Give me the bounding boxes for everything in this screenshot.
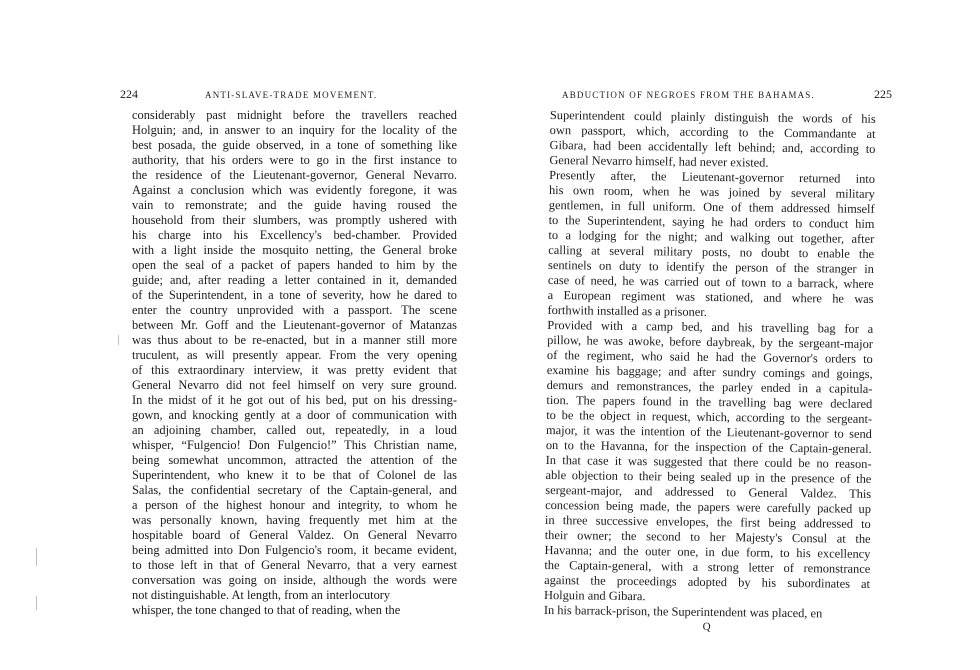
margin-mark [36,548,37,566]
text-line: a European regiment was stationed, and where he was [547,287,874,306]
text-line: to the Superintendent, saying he had orders to conduct him [548,212,875,231]
text-line: demurs and remonstrances, the parley ended in a capitula- [546,377,873,396]
right-running-head: ABDUCTION OF NEGROES FROM THE BAHAMAS. [562,90,815,100]
text-line: was thus about to be re-enacted, but in a manner still more [132,333,457,347]
text-line: Superintendent, who knew it to be that of Colonel de las [132,468,457,482]
margin-mark [118,335,119,345]
text-line: concession being made, the papers were carefully packed up [545,497,872,516]
text-line: household from their slumbers, was promptly ushered with [132,213,457,227]
left-page-number: 224 [120,87,138,101]
text-line: In that case it was suggested that there could be no reason- [545,452,872,471]
text-line: the residence of the Lieutenant-governor, General Nevarro. [132,168,457,182]
text-line: In his barrack-prison, the Superintendent was placed, en [543,602,823,621]
text-line: examine his baggage; and after sundry comings and goings, [546,362,873,381]
signature-mark: Q [702,620,711,634]
text-line: their owner; the second to her Majesty's Consul at the [544,527,871,546]
text-line: his charge into his Excellency's bed-chamber. Provided [132,228,457,242]
text-line: being admitted into Don Fulgencio's room, it became evident, [132,543,457,557]
text-line: between Mr. Goff and the Lieutenant-governor of Matanzas [132,318,457,332]
text-line: whisper, “Fulgencio! Don Fulgencio!” This Christian name, [132,438,457,452]
text-line: being somewhat uncommon, attracted the attention of the [132,453,457,467]
text-line: gentlemen, in full uniform. One of them addressed himself [548,197,875,216]
text-line: able objection to their being sealed up in the presence of the [545,467,872,486]
text-line: Holguin and Gibara. [543,587,646,604]
text-line: Provided with a camp bed, and his travelling bag for a [547,317,874,336]
text-line: of this extraordinary interview, it was pretty evident that [132,363,457,377]
right-body-text [544,108,876,635]
text-line: authority, that his orders were to go in the first instance to [132,153,457,167]
text-line: pillow, he was awoke, before daybreak, by the sergeant-major [547,332,874,351]
text-line: Against a conclusion which was evidently foregone, it was [132,183,457,197]
text-line: Superintendent could plainly distinguish the words of his [549,108,876,126]
text-line: Salas, the confidential secretary of the Captain-general, and [132,483,457,497]
text-line: hospitable board of General Valdez. On General Nevarro [132,528,457,542]
text-line: General Nevarro did not feel himself on very sure ground. [132,378,457,392]
text-line: to a lodging for the night; and walking out together, after [548,227,875,246]
text-line: whisper, the tone changed to that of reading, when the [132,603,401,617]
text-line: gown, and knocking gently at a door of communication with [132,408,457,422]
text-line: the Captain-general, with a strong letter of remonstrance [544,557,871,576]
text-line: considerably past midnight before the travellers reached [132,108,457,122]
text-line: best posada, the guide observed, in a tone of something like [132,138,457,152]
text-line: his own room, when he was joined by several military [548,182,875,201]
text-line: with a light inside the mosquito netting, the General broke [132,243,457,257]
text-line: Gibara, had been accidentally left behind; and, according to [549,137,876,156]
text-line: Holguin; and, in answer to an inquiry for the locality of the [132,123,457,137]
text-line: of the regiment, who said he had the Governor's orders to [546,347,873,366]
text-line: sentinels on duty to identify the person of the stranger in [547,257,875,276]
text-line: major, it was the intention of the Lieutenant-governor to send [545,422,872,441]
left-running-head: ANTI-SLAVE-TRADE MOVEMENT. [205,90,378,100]
text-line: Presently after, the Lieutenant-governor returned into [549,167,876,186]
text-line: open the seal of a packet of papers handed to him by the [132,258,457,272]
text-line: sergeant-major, and addressed to General Valdez. This [545,482,872,501]
text-line: in three successive envelopes, the first being addressed to [544,512,871,531]
text-line: tion. The papers found in the travelling bag were declared [546,392,873,411]
text-line: own passport, which, according to the Commandante at [549,122,876,141]
text-line: case of need, he was carried out of town to a barrack, where [547,272,874,291]
text-line: calling at several military posts, no doubt to enable the [548,242,875,261]
right-page-number: 225 [874,87,892,101]
text-line: In the midst of it he got out of his bed, put on his dressing- [132,393,457,407]
text-line: to be the object in request, which, according to the sergeant- [546,407,873,426]
text-line: vain to remonstrate; and the guide having roused the [132,198,457,212]
text-line: on to the Havanna, for the inspection of the Captain-general. [545,437,872,456]
text-line: forthwith installed as a prisoner. [547,302,707,319]
text-line: truculent, as will presently appear. From the very opening [132,348,457,362]
margin-mark [36,596,37,610]
text-line: was personally known, having frequently met him at the [132,513,457,527]
text-line: an adjoining chamber, called out, repeatedly, in a loud [132,423,457,437]
text-line: to those left in that of General Nevarro, that a very earnest [132,558,457,572]
text-line: guide; and, after reading a letter contained in it, demanded [132,273,457,287]
text-line: General Nevarro himself, had never existed. [549,152,769,170]
text-line: enter the country unprovided with a passport. The scene [132,303,457,317]
text-line: of the Superintendent, in a tone of severity, how he dared to [132,288,457,302]
text-line: not distinguishable. At length, from an interlocutory [132,588,391,602]
right-page [490,0,980,670]
left-body-text [132,108,457,618]
text-line: against the proceedings adopted by his subordinates at [544,572,871,591]
text-line: Havanna; and the outer one, in due form, to his excellency [544,542,871,561]
text-line: a person of the highest honour and integrity, to whom he [132,498,457,512]
text-line: conversation was going on inside, although the words were [132,573,457,587]
